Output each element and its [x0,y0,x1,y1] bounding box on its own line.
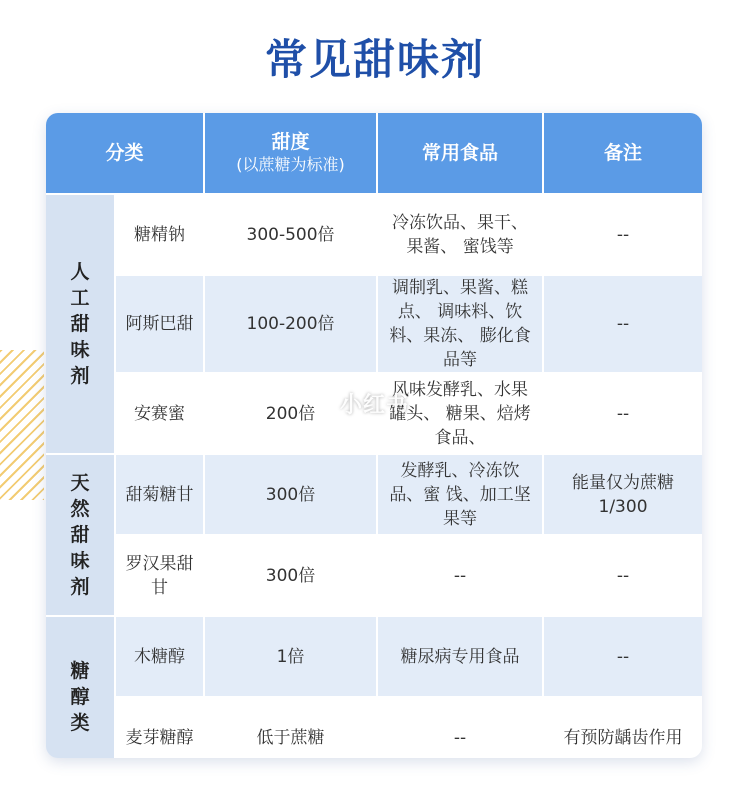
sweetener-name: 安赛蜜 [116,374,205,455]
sweetener-name: 甜菊糖甘 [116,455,205,536]
sweetness-value: 低于蔗糖 [205,698,378,758]
table-header-row [46,113,702,195]
notes-value: -- [544,374,702,455]
notes-value: -- [544,617,702,698]
header-sweetness-label: 甜度 [271,131,310,153]
category-cell [46,455,116,617]
table-row [46,455,702,536]
table-row [46,195,702,276]
table-row [46,276,702,374]
foods-value: 调制乳、果酱、糕点、 调味料、饮料、果冻、 膨化食品等 [378,276,544,374]
sweetener-name: 糖精钠 [116,195,205,276]
foods-value: 风味发酵乳、水果罐头、 糖果、焙烤食品、 [378,374,544,455]
sweetness-value: 300倍 [205,455,378,536]
sweetener-name: 罗汉果甜甘 [116,536,205,617]
foods-value: -- [378,536,544,617]
watermark-logo: 小红书 [340,393,410,418]
sweetener-name: 阿斯巴甜 [116,276,205,374]
sweetener-name: 木糖醇 [116,617,205,698]
sweetener-table [46,113,702,758]
category-cell [46,195,116,455]
category-label: 糖醇类 [70,660,90,734]
notes-value: -- [544,536,702,617]
sweetener-table-card [46,113,702,758]
notes-value: 能量仅为蔗糖 1/300 [544,455,702,536]
sweetness-value: 100-200倍 [205,276,378,374]
table-row [46,536,702,617]
header-category: 分类 [46,113,205,195]
decorative-stripes [0,350,44,500]
table-row [46,617,702,698]
header-sweetness-sub: (以蔗糖为标准) [236,155,345,174]
foods-value: 糖尿病专用食品 [378,617,544,698]
header-notes: 备注 [544,113,702,195]
table-row [46,698,702,758]
sweetener-name: 麦芽糖醇 [116,698,205,758]
foods-value: -- [378,698,544,758]
header-foods: 常用食品 [378,113,544,195]
notes-value: 有预防龋齿作用 [544,698,702,758]
notes-value: -- [544,276,702,374]
notes-value: -- [544,195,702,276]
category-label: 天然甜味剂 [70,472,90,598]
category-label: 人工甜味剂 [70,261,90,387]
foods-value: 冷冻饮品、果干、果酱、 蜜饯等 [378,195,544,276]
sweetness-value: 300-500倍 [205,195,378,276]
sweetness-value: 1倍 [205,617,378,698]
page-title: 常见甜味剂 [264,35,485,84]
category-cell [46,617,116,758]
sweetness-value: 200倍 [205,374,378,455]
foods-value: 发酵乳、冷冻饮品、蜜 饯、加工坚果等 [378,455,544,536]
header-sweetness [205,113,378,195]
sweetness-value: 300倍 [205,536,378,617]
